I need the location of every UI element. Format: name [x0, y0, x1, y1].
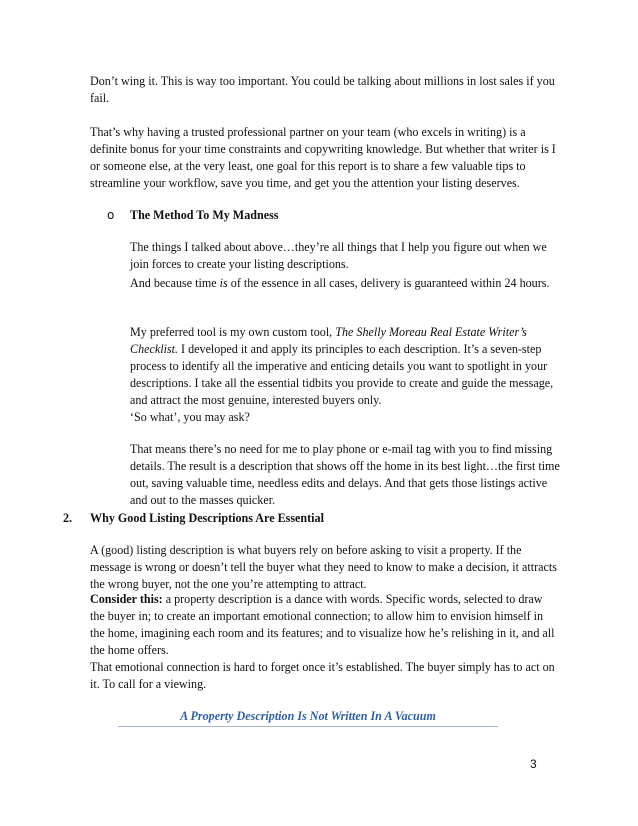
consider-lead: Consider this: — [90, 592, 163, 606]
section-heading-text: Why Good Listing Descriptions Are Essential — [90, 511, 324, 525]
checklist-title: The Shelly Moreau Real Estate Writer’s Checklist. — [130, 325, 527, 356]
tool-text-before: My preferred tool is my own custom tool, — [130, 325, 336, 339]
tool-text-after: I developed it and apply its principles to each description. It’s a seven-step process to identify all the imperative and enticing details you want to spotlight in your descriptions. I take all the essential tidbits you provide to create and guide the message, and attract the most genuine, interested buyers only. — [130, 342, 554, 407]
delivery-text-after: of the essence in all cases, delivery is guaranteed within 24 hours. — [227, 276, 550, 290]
paragraph-result: That means there’s no need for me to play phone or e-mail tag with you to find missing details. The result is a description that shows off the home in its best light…the first time out, saving valuable time, needless edits and delays. And that gets those listings active and out to the masses quicker. — [130, 442, 560, 507]
paragraph-partner: That’s why having a trusted professional partner on your team (who excels in writing) is a definite bonus for your time constraints and copywriting knowledge. But whether that writer is I or someone else, at the very least, one goal for this report is to share a few valuable tips to streamline your workflow, save you time, and get you the attention your listing deserves. — [90, 125, 556, 190]
section-heading — [90, 510, 560, 527]
section-number: 2. — [63, 511, 73, 525]
paragraph-emotional: That emotional connection is hard to forget once it’s established. The buyer simply has to act on it. To call for a viewing. — [90, 660, 555, 691]
paragraph-tool — [130, 324, 560, 409]
consider-text: a property description is a dance with words. Specific words, selected to draw the buyer in; to create an important emotional connection; to allow him to envision himself in the home, imagining each room and its features; and to visualize how he’s relishing in it, and all the home offers. — [90, 592, 555, 657]
footer-title: A Property Description Is Not Written In A Vacuum — [180, 709, 436, 723]
subheading-text: The Method To My Madness — [130, 208, 279, 222]
paragraph-good-listing: A (good) listing description is what buyers rely on before asking to visit a property. If the message is wrong or doesn’t tell the buyer what they need to know to make a decision, it attracts the wrong buyer, not the one you’re attempting to attract. — [90, 543, 557, 591]
bullet-marker: o — [107, 208, 115, 222]
paragraph-so-what: ‘So what’, you may ask? — [130, 410, 250, 424]
subheading-method — [130, 207, 560, 224]
paragraph-join-forces: The things I talked about above…they’re all things that I help you figure out when we join forces to create your listing descriptions. — [130, 240, 547, 271]
delivery-emphasis: is — [219, 276, 228, 290]
paragraph-intro: Don’t wing it. This is way too important. You could be talking about millions in lost sales if you fail. — [90, 74, 555, 105]
footer-divider — [118, 726, 498, 727]
delivery-text-before: And because time — [130, 276, 220, 290]
page-number: 3 — [530, 757, 537, 771]
paragraph-delivery — [130, 275, 560, 292]
paragraph-consider — [90, 591, 560, 659]
